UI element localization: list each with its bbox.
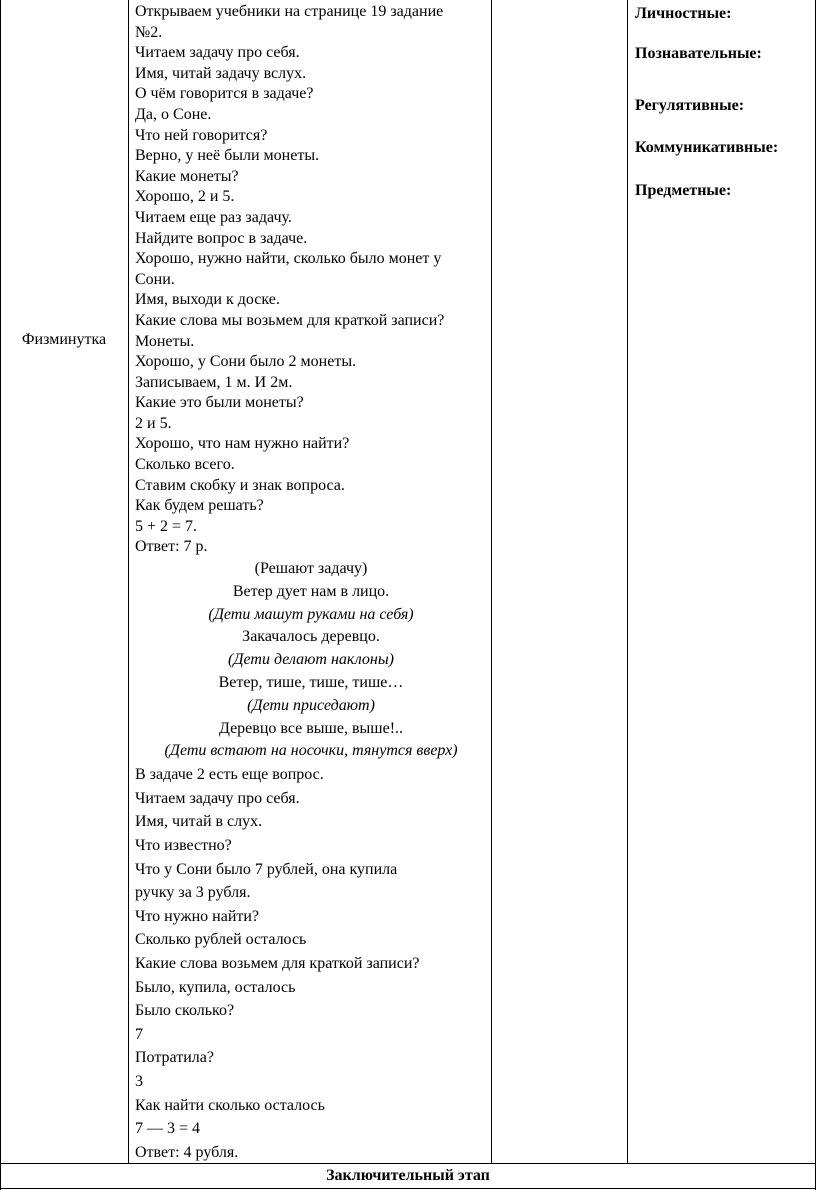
text-line: В задаче 2 есть еще вопрос. <box>135 766 324 784</box>
text-line: Хорошо, что нам нужно найти? <box>135 435 350 453</box>
text-line: (Дети машут руками на себя) <box>208 605 414 623</box>
text-line: 5 + 2 = 7. <box>135 517 198 535</box>
table-border-bottom <box>0 1188 816 1189</box>
text-line: Ответ: 7 р. <box>135 538 208 556</box>
text-line: Читаем задачу про себя. <box>135 44 300 62</box>
text-line: Имя, читай задачу вслух. <box>135 64 307 82</box>
text-line: Какие это были монеты? <box>135 394 304 412</box>
text-line: 3 <box>135 1072 143 1090</box>
text-line: Какие монеты? <box>135 167 239 185</box>
uud-communicative: Коммуникативные: <box>635 139 779 156</box>
text-line: Ответ: 4 рубля. <box>135 1143 239 1161</box>
text-line: 2 и 5. <box>135 414 172 432</box>
table-border-left <box>0 0 1 1190</box>
text-line: Имя, читай в слух. <box>135 813 263 831</box>
text-line: Монеты. <box>135 332 195 350</box>
text-line: Найдите вопрос в задаче. <box>135 229 308 247</box>
text-line: Сколько всего. <box>135 456 235 474</box>
text-line: Сколько рублей осталось <box>135 931 307 949</box>
text-line: Было, купила, осталось <box>135 978 296 996</box>
uud-subject: Предметные: <box>635 182 732 199</box>
text-line: (Дети делают наклоны) <box>228 651 394 669</box>
uud-cognitive: Познавательные: <box>635 45 762 62</box>
text-line: Деревцо все выше, выше!.. <box>218 719 404 737</box>
text-line: Какие слова возьмем для краткой записи? <box>135 954 420 972</box>
text-line: Было сколько? <box>135 1002 235 1020</box>
text-line: Что известно? <box>135 836 232 854</box>
text-line: ручку за 3 рубля. <box>135 884 251 902</box>
text-line: Хорошо, у Сони было 2 монеты. <box>135 353 357 371</box>
column-divider-1 <box>128 0 129 1163</box>
text-line: Хорошо, 2 и 5. <box>135 188 235 206</box>
text-line: Читаем задачу про себя. <box>135 789 300 807</box>
text-line: (Решают задачу) <box>254 560 368 578</box>
text-line: Потратила? <box>135 1049 214 1067</box>
text-line: 7 <box>135 1025 143 1043</box>
text-line: Ветер дует нам в лицо. <box>232 582 390 600</box>
text-line: Верно, у неё были монеты. <box>135 147 320 165</box>
text-line: Ветер, тише, тише, тише… <box>218 674 404 692</box>
text-line: Какие слова мы возьмем для краткой записи? <box>135 311 445 329</box>
text-line: Как найти сколько осталось <box>135 1096 325 1114</box>
stage-label: Физминутка <box>21 331 107 348</box>
text-line: Что ней говорится? <box>135 126 268 144</box>
text-line: О чём говорится в задаче? <box>135 85 314 103</box>
text-line: (Дети приседают) <box>247 696 375 714</box>
text-line: 7 — 3 = 4 <box>135 1120 201 1138</box>
text-line: Сони. <box>135 270 175 288</box>
text-line: Хорошо, нужно найти, сколько было монет у <box>135 250 442 268</box>
column-divider-2 <box>491 0 492 1163</box>
final-stage-heading: Заключительный этап <box>326 1167 490 1184</box>
uud-regulatory: Регулятивные: <box>635 97 745 114</box>
text-line: Имя, выходи к доске. <box>135 291 280 309</box>
text-line: Ставим скобку и знак вопроса. <box>135 476 345 494</box>
uud-cell <box>635 4 811 201</box>
text-line: Закачалось деревцо. <box>242 628 380 646</box>
text-line: (Дети встают на носочки, тянутся вверх) <box>164 742 458 760</box>
second-question-block <box>135 763 487 1164</box>
column-divider-3 <box>627 0 628 1163</box>
text-line: Да, о Соне. <box>135 105 212 123</box>
text-line: Открываем учебники на странице 19 задание <box>135 3 444 20</box>
text-line: Как будем решать? <box>135 497 264 515</box>
uud-personal: Личностные: <box>635 5 732 22</box>
teacher-activity-cell <box>135 2 487 1164</box>
task-discussion-block <box>135 2 487 558</box>
text-line: Записываем, 1 м. И 2м. <box>135 373 293 391</box>
text-line: №2. <box>135 23 163 41</box>
text-line: Что нужно найти? <box>135 907 260 925</box>
text-line: Что у Сони было 7 рублей, она купила <box>135 860 398 878</box>
text-line: Читаем еще раз задачу. <box>135 208 292 226</box>
physical-minute-block <box>135 558 487 763</box>
